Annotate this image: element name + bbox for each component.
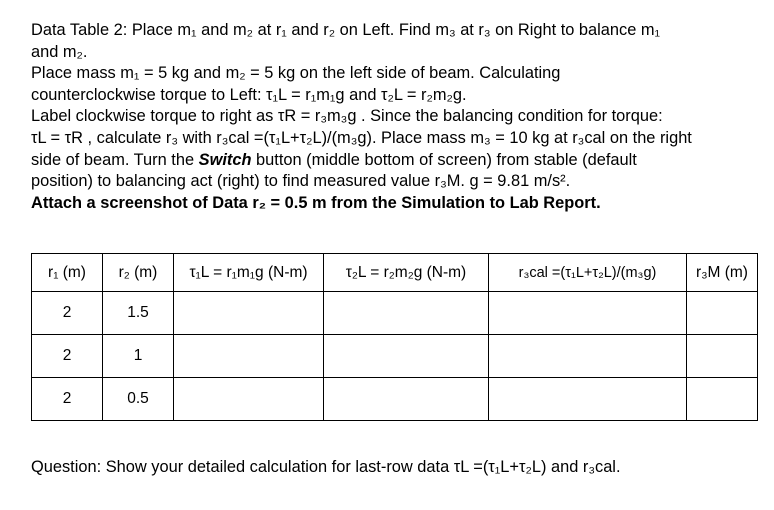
cell-tau2l[interactable] [324, 335, 489, 378]
cell-r3m[interactable] [687, 335, 758, 378]
instructions-paragraph [31, 20, 746, 214]
cell-tau1l[interactable] [174, 292, 324, 335]
question-text: Question: Show your detailed calculation for last-row data τL =(τ₁L+τ₂L) and r₃cal. [31, 458, 621, 476]
instruction-line-2: and m₂. [31, 42, 88, 61]
switch-keyword: Switch [198, 150, 252, 169]
header-tau1l: τ₁L = r₁m₁g (N-m) [174, 254, 324, 292]
instruction-line-6: τL = τR , calculate r₃ with r₃cal =(τ₁L+τ₂L)/(m₃g). Place mass m₃ = 10 kg at r₃cal on the right [31, 128, 692, 147]
instruction-line-8: position) to balancing act (right) to find measured value r₃M. g = 9.81 m/s². [31, 172, 571, 191]
instruction-line-7 [31, 150, 746, 172]
instruction-line-1: Data Table 2: Place m₁ and m₂ at r₁ and r₂ on Left. Find m₃ at r₃ on Right to balance m₁ [31, 21, 661, 39]
instruction-line-7-after: button (middle bottom of screen) from stable (default [251, 150, 637, 169]
cell-r1: 2 [32, 335, 103, 378]
cell-r3m[interactable] [687, 378, 758, 421]
data-table-2 [31, 253, 758, 421]
instruction-line-9: Attach a screenshot of Data r₂ = 0.5 m from the Simulation to Lab Report. [31, 193, 601, 212]
header-r2: r₂ (m) [103, 254, 174, 292]
cell-r1: 2 [32, 292, 103, 335]
header-r1: r₁ (m) [32, 254, 103, 292]
cell-r3cal[interactable] [489, 378, 687, 421]
header-r3m: r₃M (m) [687, 254, 758, 292]
instruction-line-3: Place mass m₁ = 5 kg and m₂ = 5 kg on the left side of beam. Calculating [31, 64, 561, 83]
instruction-line-4: counterclockwise torque to Left: τ₁L = r₁m₁g and τ₂L = r₂m₂g. [31, 85, 467, 104]
cell-r2: 1.5 [103, 292, 174, 335]
cell-tau1l[interactable] [174, 378, 324, 421]
cell-r3cal[interactable] [489, 335, 687, 378]
cell-r1: 2 [32, 378, 103, 421]
instruction-line-7-before: side of beam. Turn the [31, 150, 199, 169]
instruction-line-5: Label clockwise torque to right as τR = r₃m₃g . Since the balancing condition for torque: [31, 107, 663, 126]
cell-tau2l[interactable] [324, 378, 489, 421]
cell-r2: 1 [103, 335, 174, 378]
table-row [32, 378, 758, 421]
cell-tau2l[interactable] [324, 292, 489, 335]
cell-r3cal[interactable] [489, 292, 687, 335]
cell-tau1l[interactable] [174, 335, 324, 378]
header-r3cal: r₃cal =(τ₁L+τ₂L)/(m₃g) [489, 254, 687, 292]
header-tau2l: τ₂L = r₂m₂g (N-m) [324, 254, 489, 292]
cell-r3m[interactable] [687, 292, 758, 335]
table-header-row [32, 254, 758, 292]
table-row [32, 292, 758, 335]
cell-r2: 0.5 [103, 378, 174, 421]
table-row [32, 335, 758, 378]
